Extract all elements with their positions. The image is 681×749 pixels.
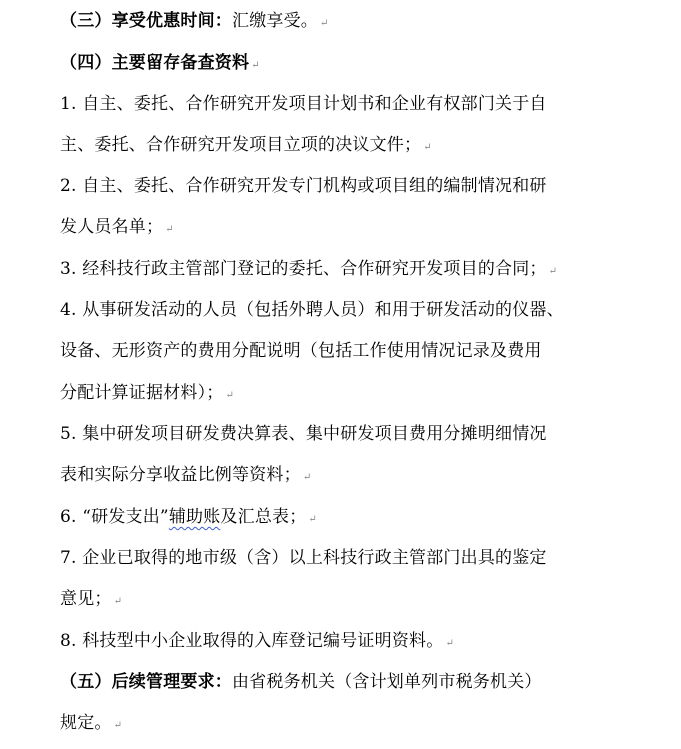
section-5-heading: （五）后续管理要求：: [60, 672, 232, 692]
item-8-line-1-text: 8. 科技型中小企业取得的入库登记编号证明资料。: [60, 631, 444, 651]
section-4-line: [60, 51, 260, 78]
item-6-post-text: 及汇总表；: [220, 507, 307, 527]
paragraph-mark-icon: ↵: [302, 472, 312, 483]
item-5-line-1: 5. 集中研发项目研发费决算表、集中研发项目费用分摊明细情况: [60, 424, 547, 444]
item-7-line-1: 7. 企业已取得的地市级（含）以上科技行政主管部门出具的鉴定: [60, 548, 547, 568]
paragraph-mark-icon: ↵: [225, 390, 235, 401]
section-5-text: 由省税务机关（含计划单列市税务机关）: [232, 672, 542, 692]
section-3-line: [60, 9, 329, 36]
item-6-line-1: [60, 505, 317, 532]
paragraph-mark-icon: ↵: [548, 266, 558, 277]
item-7-line-2: [60, 587, 122, 614]
item-4-line-2: 设备、无形资产的费用分配说明（包括工作使用情况记录及费用: [60, 341, 542, 361]
paragraph-mark-icon: ↵: [445, 638, 455, 649]
item-6-spellcheck-word: 辅助账: [168, 507, 221, 527]
item-5-line-2-text: 表和实际分享收益比例等资料；: [60, 465, 301, 485]
item-6-pre-text: 6. “研发支出”: [60, 507, 169, 527]
item-1-line-2-text: 主、委托、合作研究开发项目立项的决议文件；: [60, 135, 422, 155]
item-5-line-2: [60, 463, 311, 490]
paragraph-mark-icon: ↵: [251, 60, 260, 71]
section-5-text-2: 规定。: [60, 713, 112, 733]
paragraph-mark-icon: ↵: [165, 224, 174, 235]
item-1-line-1: 1. 自主、委托、合作研究开发项目计划书和企业有权部门关于自: [60, 94, 547, 114]
paragraph-mark-icon: ↵: [308, 514, 318, 525]
item-2-line-2: [60, 215, 174, 242]
paragraph-mark-icon: ↵: [423, 142, 432, 153]
item-3-line-1-text: 3. 经科技行政主管部门登记的委托、合作研究开发项目的合同；: [60, 259, 547, 279]
item-2-line-2-text: 发人员名单；: [60, 217, 164, 237]
section-4-heading: （四）主要留存备查资料: [60, 53, 250, 73]
paragraph-mark-icon: ↵: [113, 720, 123, 731]
section-3-heading: （三）享受优惠时间：: [60, 11, 232, 31]
item-4-line-3: [60, 381, 234, 408]
item-8-line-1: [60, 629, 454, 656]
item-3-line-1: [60, 257, 557, 284]
paragraph-mark-icon: ↵: [320, 18, 329, 29]
paragraph-mark-icon: ↵: [113, 596, 123, 607]
item-4-line-1: 4. 从事研发活动的人员（包括外聘人员）和用于研发活动的仪器、: [60, 300, 564, 320]
section-5-line-1: [60, 670, 542, 694]
section-5-line-2: [60, 711, 122, 738]
item-7-line-2-text: 意见；: [60, 589, 112, 609]
item-4-line-3-text: 分配计算证据材料）；: [60, 383, 224, 403]
item-2-line-1: 2. 自主、委托、合作研究开发专门机构或项目组的编制情况和研: [60, 176, 547, 196]
section-3-text: 汇缴享受。: [232, 11, 318, 31]
item-1-line-2: [60, 133, 432, 160]
